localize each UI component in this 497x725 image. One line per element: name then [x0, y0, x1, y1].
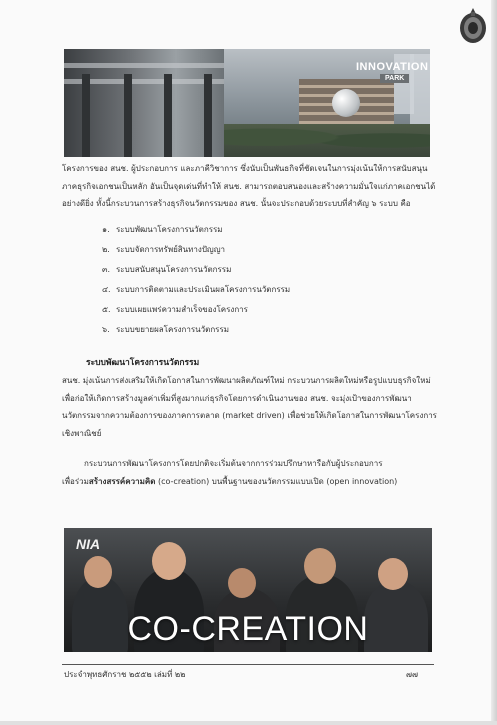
list-item: ๒. ระบบจัดการทรัพย์สินทางปัญญา — [102, 245, 226, 254]
list-item: ๓. ระบบสนับสนุนโครงการนวัตกรรม — [102, 265, 232, 274]
page-edge-bottom — [0, 721, 497, 725]
globe-sculpture — [332, 89, 360, 117]
photo-caption: CO-CREATION — [127, 610, 369, 648]
systems-list — [102, 220, 290, 340]
innovation-park-photo — [64, 49, 430, 157]
section-heading: ระบบพัฒนาโครงการนวัตกรรม — [86, 358, 200, 368]
royal-emblem-icon — [456, 6, 490, 46]
trees-image — [224, 124, 430, 157]
page-edge — [491, 0, 497, 725]
list-item: ๕. ระบบเผยแพร่ความสำเร็จของโครงการ — [102, 305, 248, 314]
list-item: ๔. ระบบการติดตามและประเมินผลโครงการนวัตกรรม — [102, 285, 291, 294]
intro-paragraph: โครงการของ สนช. ผู้ประกอบการ และภาคีวิชาการ ซึ่งนับเป็นพันธกิจที่ชัดเจนในการมุ่งเน้นให้การสนับสนุนภาคธุรกิจเอกชนเป็นหลัก อันเป็นจุดเด่นที่ทำให้ สนช. สามารถตอบสนองและสร้างความมั่นใจแก่ภาคเอกชนได้อย่างดียิ่ง ทั้งนี้กระบวนการสร้างธุรกิจนวัตกรรมของ สนช. นั้นจะประกอบด้วยระบบที่สำคัญ ๖ ระบบ คือ — [62, 164, 436, 208]
section-paragraph-2: กระบวนการพัฒนาโครงการโดยปกติจะเริ่มต้นจากการร่วมปรึกษาหารือกับผู้ประกอบการ เพื่อร่วมสร้างสรรค์ความคิด (co-creation) บนพื้นฐานของนวัตกรรมแบบเปิด (open innovation) — [62, 459, 398, 486]
list-item: ๖. ระบบขยายผลโครงการนวัตกรรม — [102, 325, 230, 334]
photo-title: INNOVATION — [356, 61, 429, 73]
footer-publication: ประจำพุทธศักราช ๒๕๕๒ เล่มที่ ๒๒ — [64, 670, 186, 679]
section-paragraph: สนช. มุ่งเน้นการส่งเสริมให้เกิดโอกาสในการพัฒนาผลิตภัณฑ์ใหม่ กระบวนการผลิตใหม่หรือรูปแบบธุรกิจใหม่เพื่อก่อให้เกิดการสร้างมูลค่าเพิ่มที่สูงมากแก่ธุรกิจโดยการดำเนินงานของ สนช. จะมุ่งเป้าของการพัฒนานวัตกรรมจากความต้องการของภาคการตลาด (market driven) เพื่อช่วยให้เกิดโอกาสในการพัฒนาโครงการเชิงพาณิชย์ — [62, 376, 437, 438]
page-number: ๗๗ — [406, 670, 419, 679]
footer-divider — [62, 664, 434, 665]
list-item: ๑. ระบบพัฒนาโครงการนวัตกรรม — [102, 225, 223, 234]
corridor-image — [64, 49, 224, 157]
photo-subtitle: PARK — [380, 74, 409, 83]
nia-logo: NIA — [76, 536, 101, 552]
co-creation-photo — [64, 528, 432, 652]
